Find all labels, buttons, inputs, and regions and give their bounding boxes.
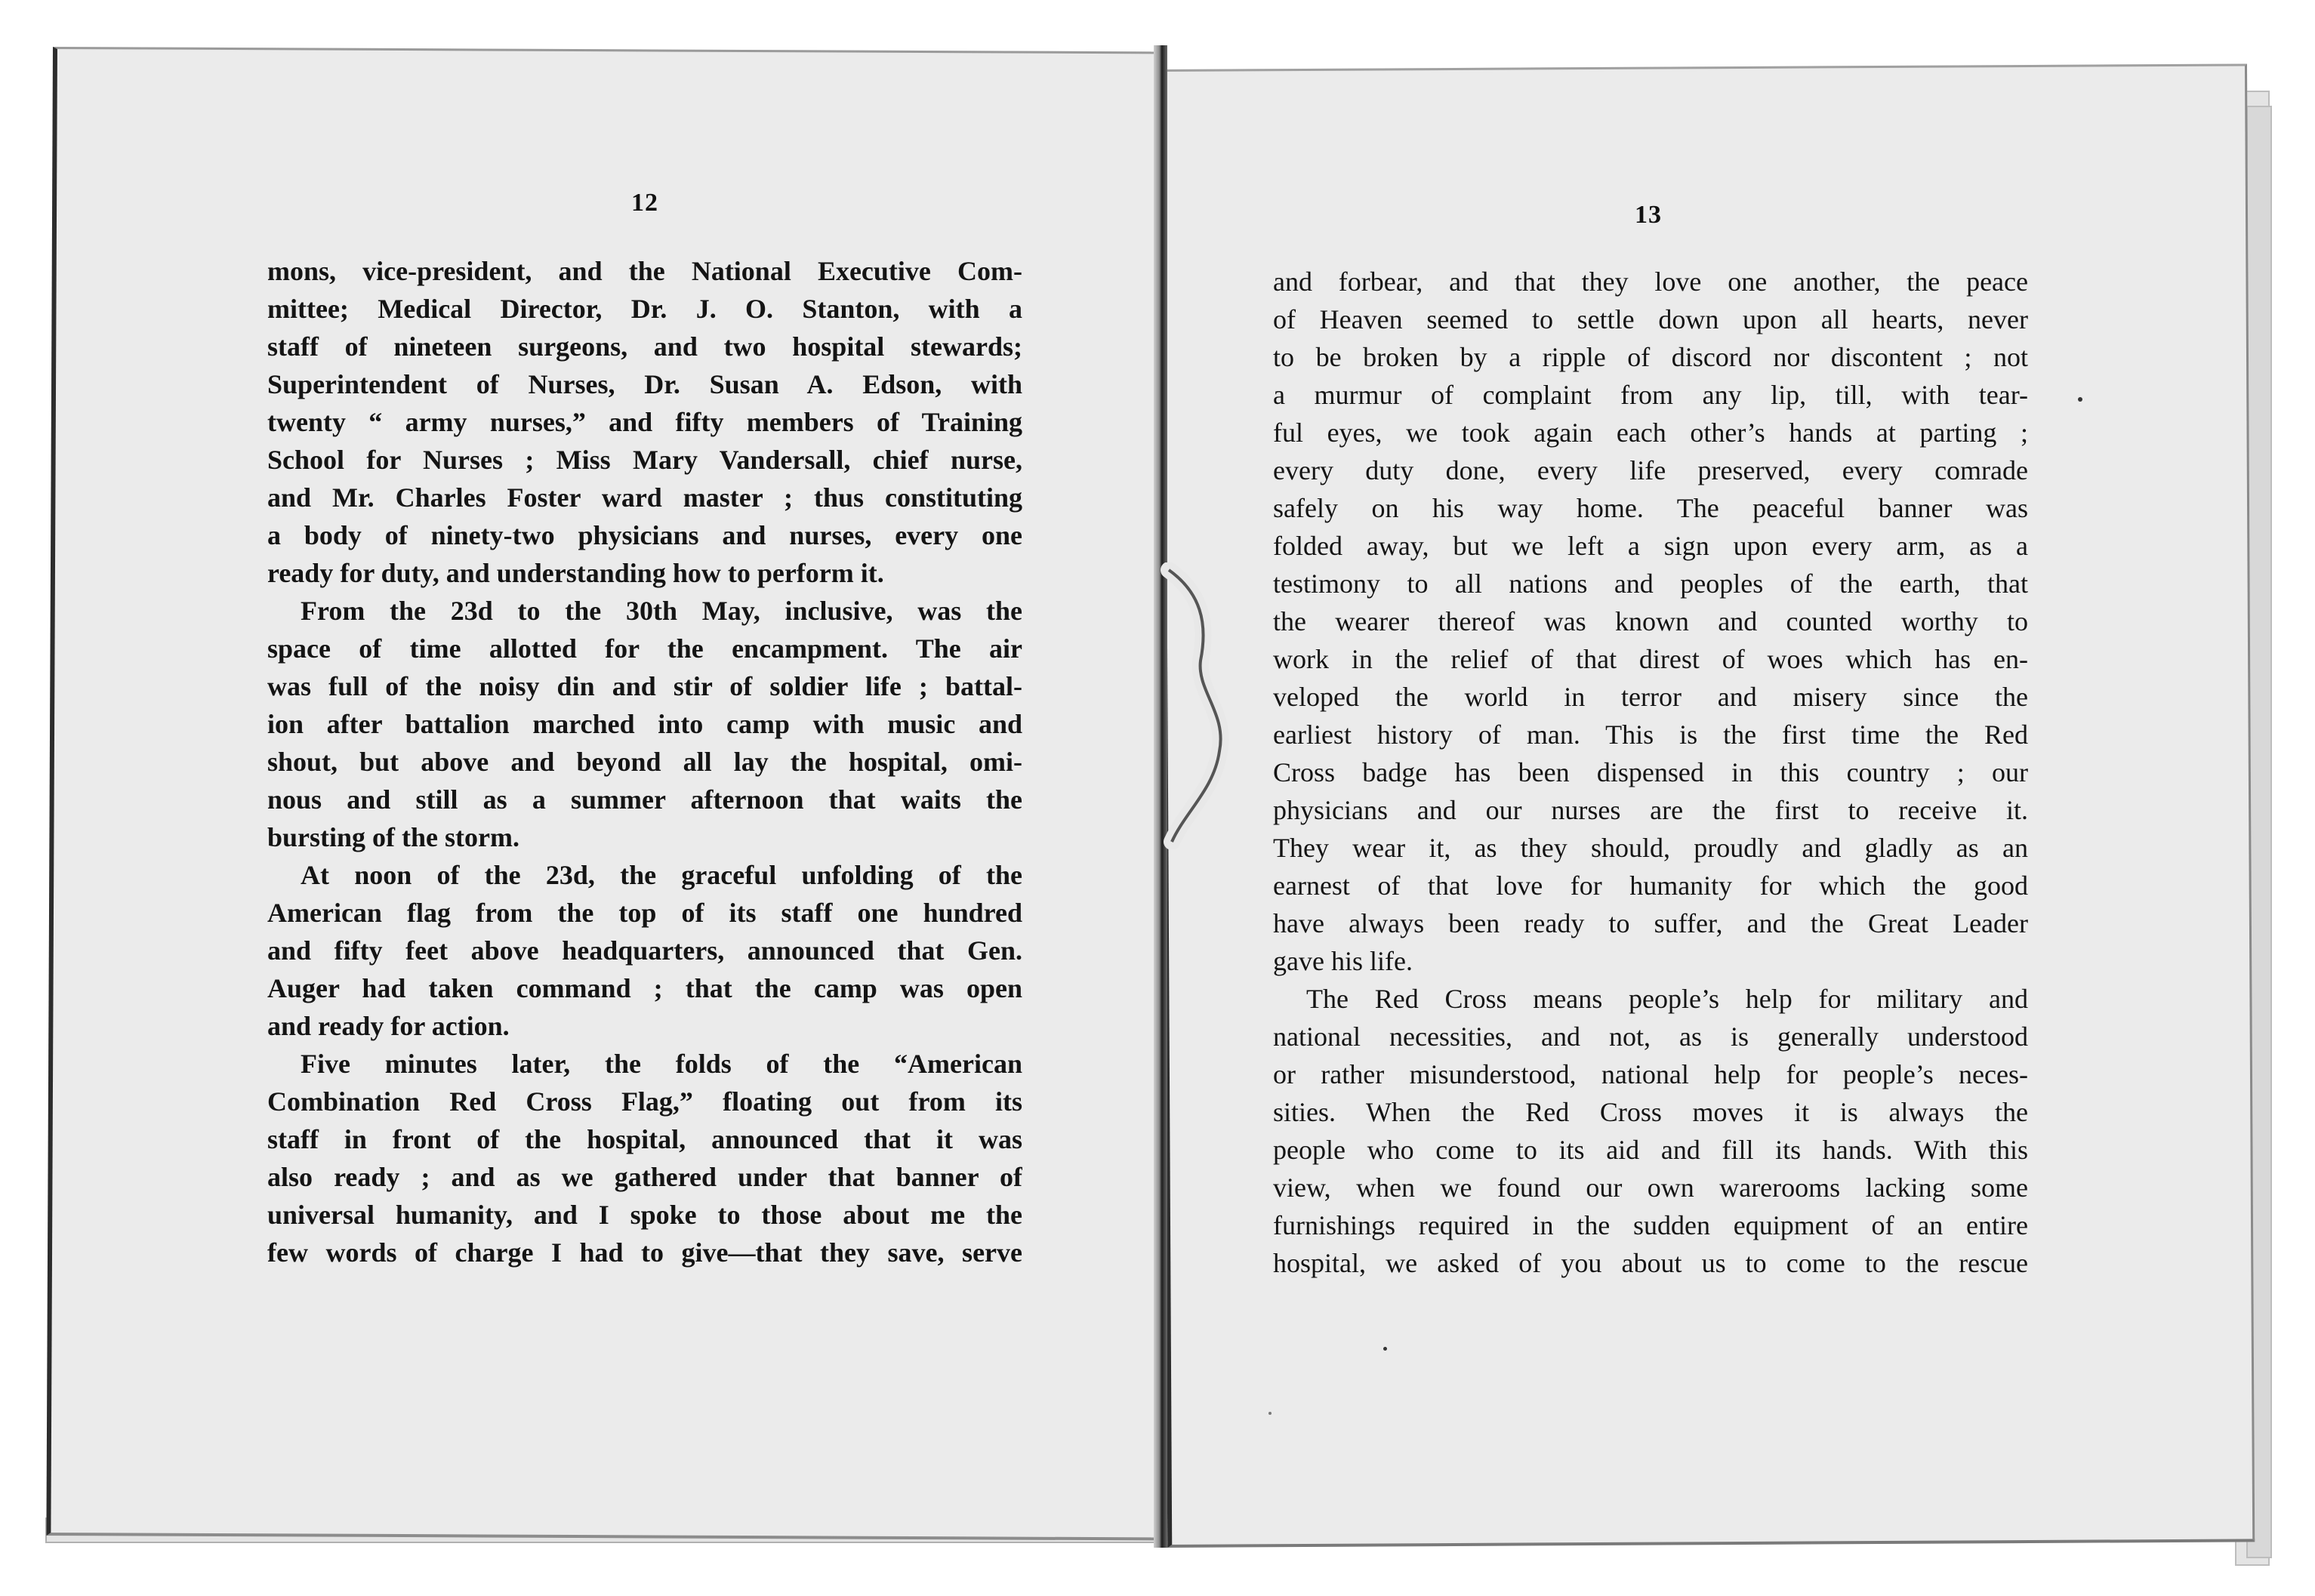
text-line: national necessities, and not, as is generally understood <box>1273 1021 2028 1052</box>
text-line: veloped the world in terror and misery since the <box>1273 682 2028 712</box>
text-line: mittee; Medical Director, Dr. J. O. Stanton, with a <box>267 294 1022 324</box>
text-line: From the 23d to the 30th May, inclusive, was the <box>301 596 1022 626</box>
text-line: mons, vice-president, and the National Executive Com- <box>267 256 1022 286</box>
text-line: few words of charge I had to give—that they save, serve <box>267 1237 1022 1268</box>
text-line: and fifty feet above headquarters, announced that Gen. <box>267 935 1022 966</box>
text-line: a body of ninety-two physicians and nurses, every one <box>267 520 1022 550</box>
text-line: staff of nineteen surgeons, and two hospital stewards; <box>267 331 1022 362</box>
text-line: ful eyes, we took again each other’s hands at parting ; <box>1273 417 2028 448</box>
text-line: to be broken by a ripple of discord nor discontent ; not <box>1273 342 2028 372</box>
text-line: Superintendent of Nurses, Dr. Susan A. Edson, with <box>267 369 1022 399</box>
text-line: and ready for action. <box>267 1011 510 1041</box>
text-line: bursting of the storm. <box>267 822 519 852</box>
text-line: safely on his way home. The peaceful banner was <box>1273 493 2028 523</box>
text-line: sities. When the Red Cross moves it is always the <box>1273 1097 2028 1127</box>
text-line: also ready ; and as we gathered under that banner of <box>267 1162 1022 1192</box>
text-line: work in the relief of that direst of woes which has en- <box>1273 644 2028 674</box>
text-line: a murmur of complaint from any lip, till, with tear- <box>1273 380 2028 410</box>
text-line: was full of the noisy din and stir of soldier life ; battal- <box>267 671 1022 701</box>
text-line: space of time allotted for the encampment. The air <box>267 633 1022 664</box>
paper-speck <box>2078 397 2082 402</box>
text-line: gave his life. <box>1273 946 1413 976</box>
text-line: furnishings required in the sudden equipment of an entire <box>1273 1210 2028 1240</box>
text-line: have always been ready to suffer, and the Great Leader <box>1273 908 2028 938</box>
text-line: earnest of that love for humanity for which the good <box>1273 870 2028 901</box>
text-line: people who come to its aid and fill its hands. With this <box>1273 1135 2028 1165</box>
page-number-left: 12 <box>631 189 658 217</box>
text-line: view, when we found our own warerooms lacking some <box>1273 1172 2028 1203</box>
text-line: universal humanity, and I spoke to those about me the <box>267 1200 1022 1230</box>
text-line: Combination Red Cross Flag,” floating out from its <box>267 1086 1022 1117</box>
text-line: ion after battalion marched into camp with music and <box>267 709 1022 739</box>
text-line: or rather misunderstood, national help for people’s neces- <box>1273 1059 2028 1089</box>
text-line: the wearer thereof was known and counted worthy to <box>1273 606 2028 636</box>
text-line: earliest history of man. This is the first time the Red <box>1273 719 2028 750</box>
text-line: staff in front of the hospital, announced that it was <box>267 1124 1022 1154</box>
text-line: of Heaven seemed to settle down upon all hearts, never <box>1273 304 2028 334</box>
text-line: hospital, we asked of you about us to come to the rescue <box>1273 1248 2028 1278</box>
text-line: School for Nurses ; Miss Mary Vandersall, chief nurse, <box>267 445 1022 475</box>
text-line: Cross badge has been dispensed in this country ; our <box>1273 757 2028 787</box>
text-line: ready for duty, and understanding how to perform it. <box>267 558 884 588</box>
text-line: twenty “ army nurses,” and fifty members of Training <box>267 407 1022 437</box>
text-line: and Mr. Charles Foster ward master ; thus constituting <box>267 482 1022 513</box>
binding-thread <box>1155 562 1238 849</box>
text-line: Auger had taken command ; that the camp was open <box>267 973 1022 1003</box>
text-line: shout, but above and beyond all lay the hospital, omi- <box>267 747 1022 777</box>
text-line: physicians and our nurses are the first to receive it. <box>1273 795 2028 825</box>
page-number-right: 13 <box>1635 201 1662 229</box>
text-line: Five minutes later, the folds of the “American <box>301 1049 1022 1079</box>
text-line: testimony to all nations and peoples of the earth, that <box>1273 568 2028 599</box>
paper-speck <box>1268 1412 1272 1415</box>
right-page-text <box>1273 263 2028 1282</box>
text-line: and forbear, and that they love one another, the peace <box>1273 267 2028 297</box>
text-line: every duty done, every life preserved, every comrade <box>1273 455 2028 485</box>
text-line: American flag from the top of its staff one hundred <box>267 898 1022 928</box>
text-line: The Red Cross means people’s help for military and <box>1306 984 2028 1014</box>
text-line: nous and still as a summer afternoon that waits the <box>267 784 1022 815</box>
paper-speck <box>1383 1347 1387 1351</box>
text-line: At noon of the 23d, the graceful unfolding of the <box>301 860 1022 890</box>
left-page-text <box>267 252 1022 1271</box>
text-line: They wear it, as they should, proudly and gladly as an <box>1273 833 2028 863</box>
text-line: folded away, but we left a sign upon every arm, as a <box>1273 531 2028 561</box>
